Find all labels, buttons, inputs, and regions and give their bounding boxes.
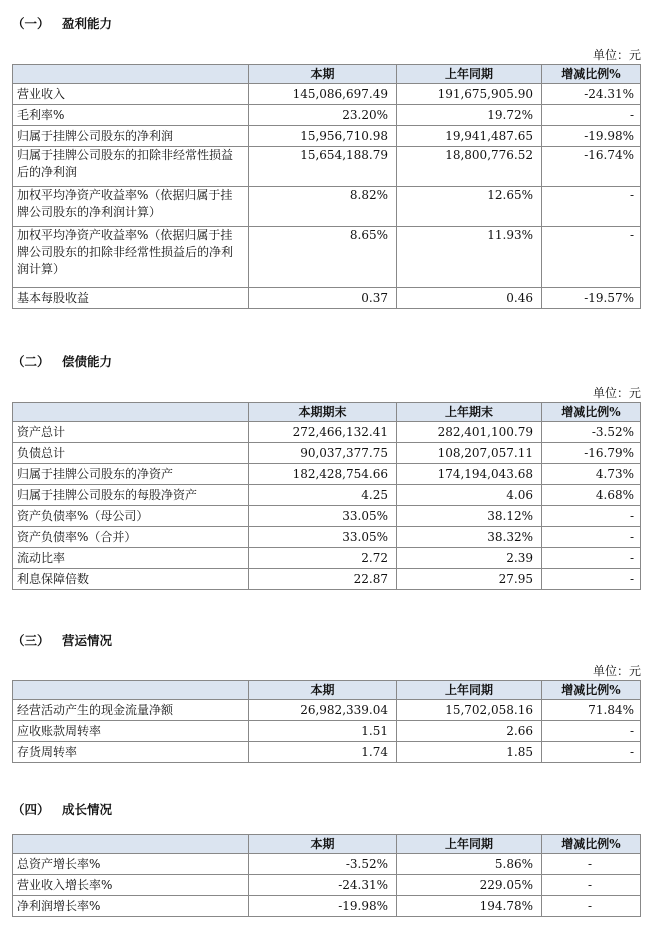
solvency-table bbox=[12, 402, 641, 590]
table-header-row bbox=[13, 403, 641, 422]
current-value: 8.65% bbox=[249, 227, 397, 288]
current-value: 2.72 bbox=[249, 548, 397, 569]
current-value: 1.74 bbox=[249, 742, 397, 763]
row-label: 营业收入 bbox=[13, 84, 249, 105]
table-row bbox=[13, 721, 641, 742]
section-title: （四） 成长情况 bbox=[12, 802, 113, 817]
change-percent: - bbox=[542, 742, 641, 763]
current-value: 1.51 bbox=[249, 721, 397, 742]
row-label: 流动比率 bbox=[13, 548, 249, 569]
current-value: 90,037,377.75 bbox=[249, 443, 397, 464]
row-label: 毛利率% bbox=[13, 105, 249, 126]
change-percent: - bbox=[542, 721, 641, 742]
change-percent: -19.57% bbox=[542, 288, 641, 309]
table-header-row bbox=[13, 835, 641, 854]
change-percent: -3.52% bbox=[542, 422, 641, 443]
table-row bbox=[13, 422, 641, 443]
header-cell: 上年同期 bbox=[397, 681, 542, 700]
table-row bbox=[13, 288, 641, 309]
table-row bbox=[13, 854, 641, 875]
change-percent: -16.74% bbox=[542, 147, 641, 187]
operations-table bbox=[12, 680, 641, 763]
row-label: 基本每股收益 bbox=[13, 288, 249, 309]
current-value: 145,086,697.49 bbox=[249, 84, 397, 105]
change-percent: - bbox=[542, 548, 641, 569]
current-value: 0.37 bbox=[249, 288, 397, 309]
table-row bbox=[13, 443, 641, 464]
prior-value: 27.95 bbox=[397, 569, 542, 590]
prior-value: 38.32% bbox=[397, 527, 542, 548]
header-cell: 本期 bbox=[249, 835, 397, 854]
change-percent: - bbox=[542, 896, 641, 917]
table-row bbox=[13, 485, 641, 506]
table-row bbox=[13, 227, 641, 288]
prior-value: 15,702,058.16 bbox=[397, 700, 542, 721]
header-cell bbox=[13, 403, 249, 422]
prior-value: 19.72% bbox=[397, 105, 542, 126]
change-percent: -24.31% bbox=[542, 84, 641, 105]
change-percent: - bbox=[542, 187, 641, 227]
current-value: 272,466,132.41 bbox=[249, 422, 397, 443]
prior-value: 38.12% bbox=[397, 506, 542, 527]
prior-value: 12.65% bbox=[397, 187, 542, 227]
header-cell: 增减比例% bbox=[542, 681, 641, 700]
table-header-row bbox=[13, 65, 641, 84]
current-value: 4.25 bbox=[249, 485, 397, 506]
table-row bbox=[13, 527, 641, 548]
row-label: 归属于挂牌公司股东的扣除非经常性损益后的净利润 bbox=[13, 147, 249, 187]
change-percent: -19.98% bbox=[542, 126, 641, 147]
row-label: 资产负债率%（母公司） bbox=[13, 506, 249, 527]
current-value: 182,428,754.66 bbox=[249, 464, 397, 485]
header-cell: 上年同期 bbox=[397, 835, 542, 854]
current-value: 23.20% bbox=[249, 105, 397, 126]
table-row bbox=[13, 105, 641, 126]
header-cell: 增减比例% bbox=[542, 65, 641, 84]
row-label: 经营活动产生的现金流量净额 bbox=[13, 700, 249, 721]
row-label: 归属于挂牌公司股东的净资产 bbox=[13, 464, 249, 485]
prior-value: 174,194,043.68 bbox=[397, 464, 542, 485]
row-label: 总资产增长率% bbox=[13, 854, 249, 875]
current-value: 33.05% bbox=[249, 527, 397, 548]
current-value: 15,956,710.98 bbox=[249, 126, 397, 147]
table-row bbox=[13, 875, 641, 896]
change-percent: - bbox=[542, 569, 641, 590]
current-value: 15,654,188.79 bbox=[249, 147, 397, 187]
change-percent: - bbox=[542, 105, 641, 126]
section-title: （三） 营运情况 bbox=[12, 633, 113, 648]
prior-value: 19,941,487.65 bbox=[397, 126, 542, 147]
row-label: 加权平均净资产收益率%（依据归属于挂牌公司股东的净利润计算） bbox=[13, 187, 249, 227]
current-value: 22.87 bbox=[249, 569, 397, 590]
header-cell bbox=[13, 681, 249, 700]
change-percent: 4.68% bbox=[542, 485, 641, 506]
prior-value: 5.86% bbox=[397, 854, 542, 875]
header-cell: 增减比例% bbox=[542, 835, 641, 854]
header-cell bbox=[13, 835, 249, 854]
header-cell: 上年期末 bbox=[397, 403, 542, 422]
current-value: 33.05% bbox=[249, 506, 397, 527]
row-label: 负债总计 bbox=[13, 443, 249, 464]
current-value: -24.31% bbox=[249, 875, 397, 896]
row-label: 存货周转率 bbox=[13, 742, 249, 763]
table-row bbox=[13, 464, 641, 485]
current-value: 8.82% bbox=[249, 187, 397, 227]
row-label: 资产总计 bbox=[13, 422, 249, 443]
change-percent: - bbox=[542, 875, 641, 896]
prior-value: 229.05% bbox=[397, 875, 542, 896]
table-row bbox=[13, 700, 641, 721]
change-percent: - bbox=[542, 527, 641, 548]
row-label: 加权平均净资产收益率%（依据归属于挂牌公司股东的扣除非经常性损益后的净利润计算） bbox=[13, 227, 249, 288]
table-row bbox=[13, 126, 641, 147]
table-header-row bbox=[13, 681, 641, 700]
row-label: 归属于挂牌公司股东的每股净资产 bbox=[13, 485, 249, 506]
current-value: -3.52% bbox=[249, 854, 397, 875]
row-label: 归属于挂牌公司股东的净利润 bbox=[13, 126, 249, 147]
header-cell bbox=[13, 65, 249, 84]
section-title: （二） 偿债能力 bbox=[12, 354, 113, 369]
current-value: -19.98% bbox=[249, 896, 397, 917]
prior-value: 11.93% bbox=[397, 227, 542, 288]
header-cell: 本期 bbox=[249, 681, 397, 700]
table-row bbox=[13, 896, 641, 917]
row-label: 净利润增长率% bbox=[13, 896, 249, 917]
prior-value: 2.66 bbox=[397, 721, 542, 742]
section-title: （一） 盈利能力 bbox=[12, 16, 113, 31]
change-percent: -16.79% bbox=[542, 443, 641, 464]
change-percent: 71.84% bbox=[542, 700, 641, 721]
header-cell: 本期 bbox=[249, 65, 397, 84]
current-value: 26,982,339.04 bbox=[249, 700, 397, 721]
prior-value: 18,800,776.52 bbox=[397, 147, 542, 187]
table-row bbox=[13, 569, 641, 590]
row-label: 利息保障倍数 bbox=[13, 569, 249, 590]
change-percent: 4.73% bbox=[542, 464, 641, 485]
table-row bbox=[13, 506, 641, 527]
prior-value: 1.85 bbox=[397, 742, 542, 763]
change-percent: - bbox=[542, 227, 641, 288]
prior-value: 4.06 bbox=[397, 485, 542, 506]
change-percent: - bbox=[542, 506, 641, 527]
table-row bbox=[13, 147, 641, 187]
table-row bbox=[13, 548, 641, 569]
row-label: 营业收入增长率% bbox=[13, 875, 249, 896]
unit-label: 单位：元 bbox=[592, 48, 641, 62]
prior-value: 191,675,905.90 bbox=[397, 84, 542, 105]
unit-label: 单位：元 bbox=[592, 664, 641, 678]
growth-table bbox=[12, 834, 641, 917]
table-row bbox=[13, 84, 641, 105]
profitability-table bbox=[12, 64, 641, 309]
prior-value: 108,207,057.11 bbox=[397, 443, 542, 464]
prior-value: 0.46 bbox=[397, 288, 542, 309]
prior-value: 282,401,100.79 bbox=[397, 422, 542, 443]
prior-value: 194.78% bbox=[397, 896, 542, 917]
change-percent: - bbox=[542, 854, 641, 875]
header-cell: 上年同期 bbox=[397, 65, 542, 84]
row-label: 应收账款周转率 bbox=[13, 721, 249, 742]
table-row bbox=[13, 742, 641, 763]
unit-label: 单位：元 bbox=[592, 386, 641, 400]
header-cell: 增减比例% bbox=[542, 403, 641, 422]
row-label: 资产负债率%（合并） bbox=[13, 527, 249, 548]
prior-value: 2.39 bbox=[397, 548, 542, 569]
header-cell: 本期期末 bbox=[249, 403, 397, 422]
table-row bbox=[13, 187, 641, 227]
